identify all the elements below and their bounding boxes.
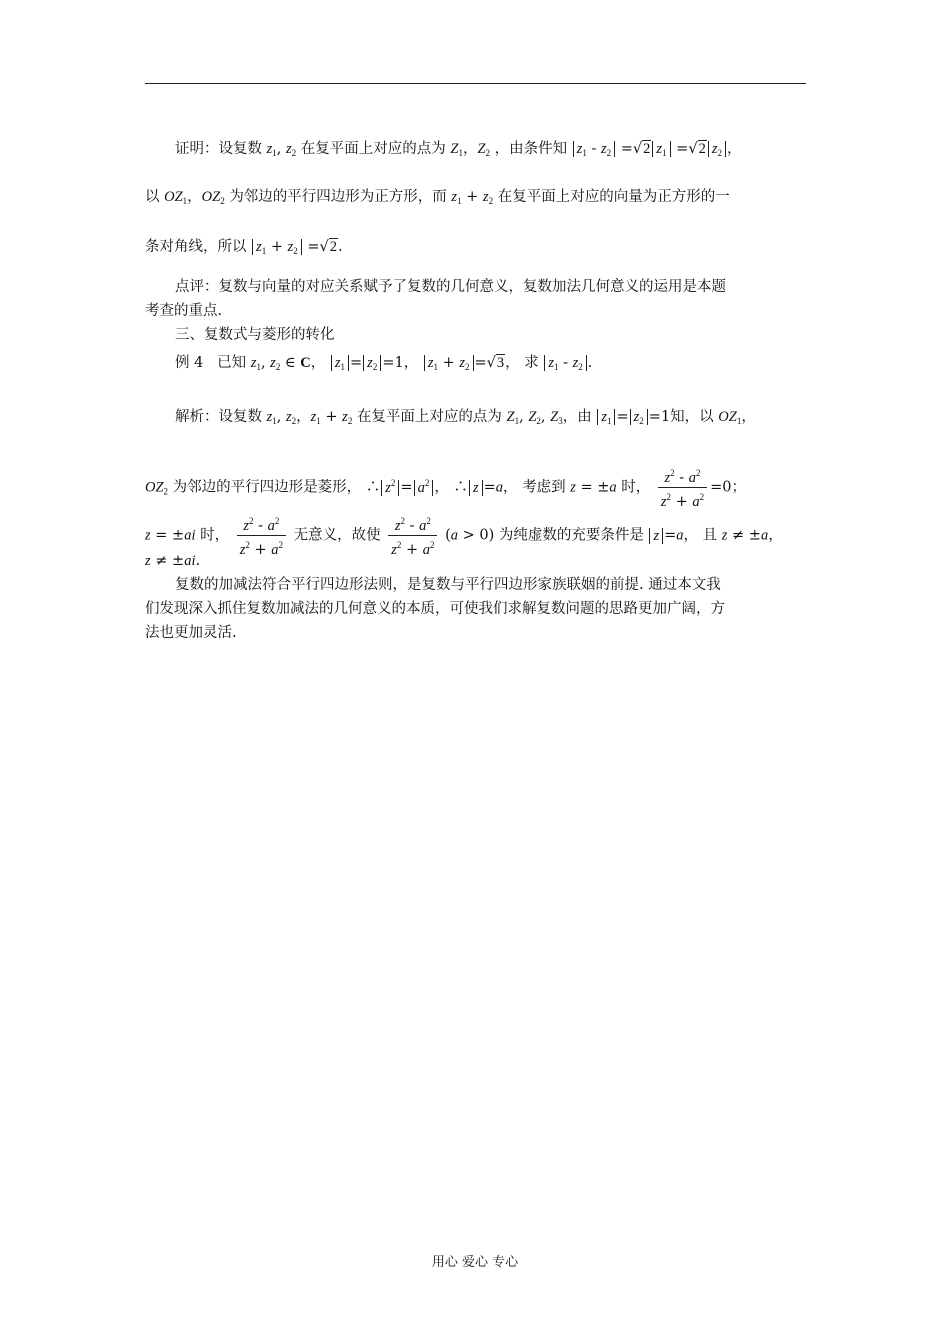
proof-line-3: 条对角线，所以 $z_1 + z_2 =√2$. (145, 239, 343, 256)
page-footer: 用心 爱心 专心 (431, 1255, 519, 1270)
conclusion-line-2: 们发现深入抓住复数加减法的几何意义的本质，可使我们求解复数问题的思路更加广阔，方 (145, 601, 725, 617)
solution-line-2: $OZ_2$ 为邻边的平行四边形是菱形， ∴ $z^2 = a^2$ ， ∴ z =a， 考虑到 z = ±a 时， $\frac{z^2 - a^2}{z^2 + a^2}$ =0； (145, 464, 806, 511)
section-heading: 三、复数式与菱形的转化 (175, 327, 335, 343)
conclusion-line-1: 复数的加减法符合平行四边形法则，是复数与平行四边形家族联姻的前提. 通过本文我 (175, 577, 721, 593)
solution-line-1: 解析：设复数 $z_1$, $z_2$，$z_1 + z_2$ 在复平面上对应的点为 $Z_1$, $Z_2$, $Z_3$，由 $z_1 = z_2 =1$知，以 $OZ_1$， (175, 409, 756, 426)
solution-line-4: z ≠ ±ai. (145, 553, 201, 569)
example-4: 例 4 已知 $z_1$, $z_2$ ∈ C， $z_1 = z_2 =1$， $z_1 + z_2 =√3$， 求 $z_1 - z_2$ . (175, 355, 593, 372)
proof-line-2: 以 $OZ_1$，$OZ_2$ 为邻边的平行四边形为正方形，而 $z_1 + z_2$ 在复平面上对应的向量为正方形的一 (145, 189, 730, 206)
conclusion-line-3: 法也更加灵活. (145, 625, 237, 641)
header-rule (145, 83, 806, 84)
proof-line-1: 证明：设复数 $z_1$, $z_2$ 在复平面上对应的点为 $Z_1$，$Z_2$ ，由条件知 $z_1 - z_2 =√2$ $z_1 =√2$ $z_2$ ， (175, 141, 742, 158)
solution-line-3: z = ±ai 时， $\frac{z^2 - a^2}{z^2 + a^2}$ 无意义，故使 $\frac{z^2 - a^2}{z^2 + a^2}$ (a > 0) 为纯虚数的充要条件是 z =a， 且 z ≠ ±a， (145, 512, 806, 559)
comment-line-1: 点评：复数与向量的对应关系赋予了复数的几何意义，复数加法几何意义的运用是本题 (175, 279, 726, 295)
comment-line-2: 考查的重点. (145, 303, 223, 319)
